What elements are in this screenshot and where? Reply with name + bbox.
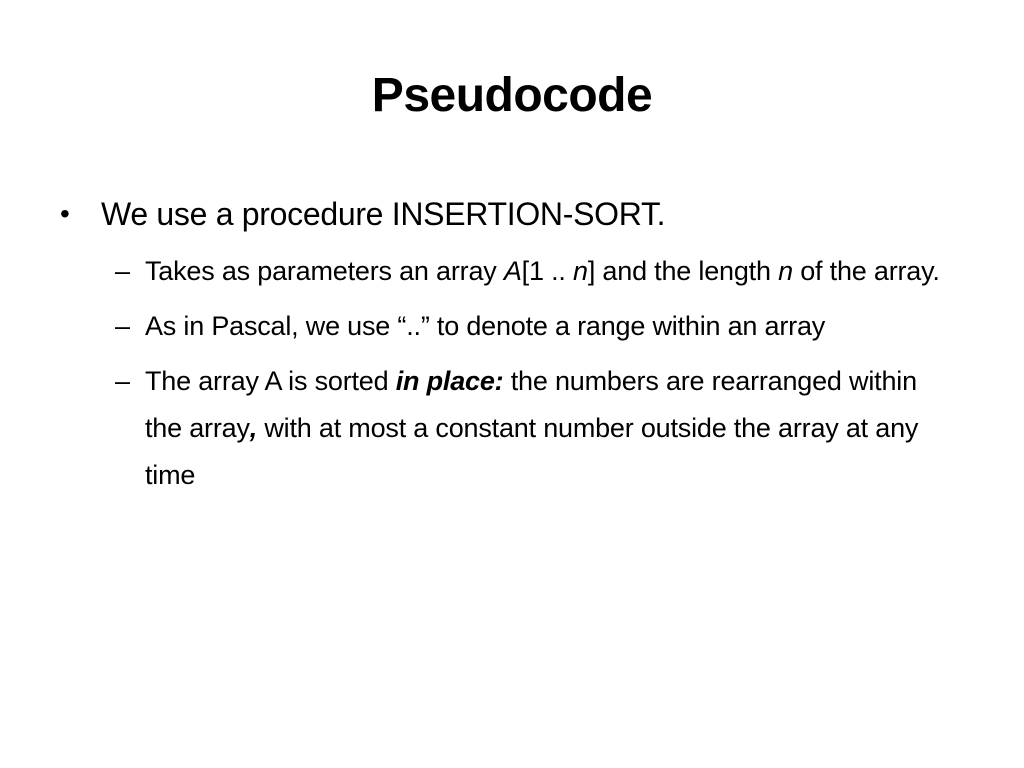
sub-bullet-text-segment: n xyxy=(573,256,588,286)
bullet-marker: • xyxy=(60,198,70,229)
sub-bullet-text-segment: n xyxy=(778,256,793,286)
sub-bullet-item xyxy=(115,248,960,295)
sub-bullet-text-segment: in place: xyxy=(395,366,504,396)
sub-bullet-text-segment: As in Pascal, we use “..” to denote a range within an array xyxy=(145,311,826,341)
sub-bullet-marker: – xyxy=(115,311,130,341)
slide-body xyxy=(60,192,960,507)
sub-bullet-text-segment: The array A is sorted xyxy=(145,366,396,396)
sub-bullet-item xyxy=(115,358,960,499)
sub-bullet-text-segment: A xyxy=(503,256,522,286)
sub-bullet-text-segment: ] and the length xyxy=(587,256,779,286)
sub-bullet-text-segment: of the array. xyxy=(792,256,940,286)
sub-bullet-text-segment: with at most a constant number outside the array at any time xyxy=(145,413,926,490)
slide-title: Pseudocode xyxy=(371,69,653,122)
sub-bullet-marker: – xyxy=(115,256,130,286)
sub-bullet-text-segment: Takes as parameters an array xyxy=(145,256,504,286)
bullet-item xyxy=(60,192,960,236)
sub-bullet-text-segment: , xyxy=(249,413,258,443)
sub-bullet-text-segment: [1 .. xyxy=(521,256,573,286)
sub-bullet-item xyxy=(115,303,960,350)
bullet-text: We use a procedure INSERTION-SORT. xyxy=(101,196,666,232)
sub-bullet-marker: – xyxy=(115,366,130,396)
sub-bullet-text-segment: the numbers are rearranged within the array xyxy=(145,366,925,443)
sub-bullet-list xyxy=(60,248,960,499)
